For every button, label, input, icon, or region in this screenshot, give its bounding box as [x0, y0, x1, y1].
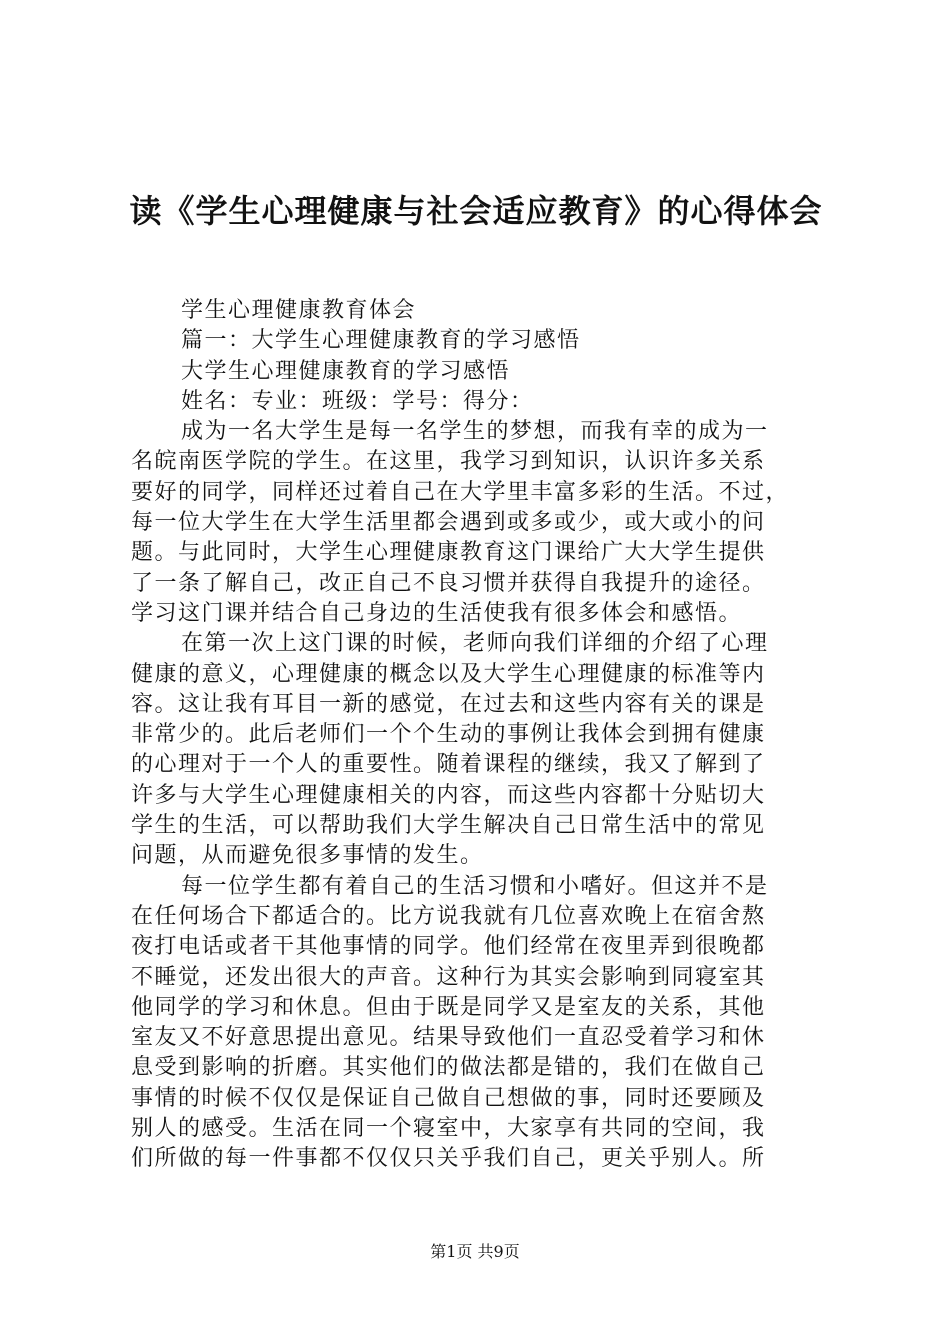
page-number-footer: 第1页 共9页 [430, 1242, 520, 1261]
paragraph-line: 别人的感受。生活在同一个寝室中，大家享有共同的空间，我 [131, 1116, 766, 1142]
paragraph-line: 题。与此同时，大学生心理健康教育这门课给广大大学生提供 [131, 540, 766, 566]
paragraph-line: 夜打电话或者干其他事情的同学。他们经常在夜里弄到很晚都 [131, 934, 766, 960]
subheading-line: 篇一：大学生心理健康教育的学习感悟 [181, 328, 581, 354]
paragraph-line: 成为一名大学生是每一名学生的梦想，而我有幸的成为一 [181, 419, 769, 445]
paragraph-line: 们所做的每一件事都不仅仅只关乎我们自己，更关乎别人。所 [131, 1146, 766, 1172]
paragraph-line: 在任何场合下都适合的。比方说我就有几位喜欢晚上在宿舍熬 [131, 903, 766, 929]
paragraph-line: 在第一次上这门课的时候，老师向我们详细的介绍了心理 [181, 631, 769, 657]
paragraph-line: 许多与大学生心理健康相关的内容，而这些内容都十分贴切大 [131, 782, 766, 808]
paragraph-line: 每一位学生都有着自己的生活习惯和小嗜好。但这并不是 [181, 873, 769, 899]
paragraph-line: 学生的生活，可以帮助我们大学生解决自己日常生活中的常见 [131, 813, 766, 839]
paragraph-line: 每一位大学生在大学生活里都会遇到或多或少，或大或小的问 [131, 510, 766, 536]
paragraph-line: 非常少的。此后老师们一个个生动的事例让我体会到拥有健康 [131, 722, 766, 748]
paragraph-line: 不睡觉，还发出很大的声音。这种行为其实会影响到同寝室其 [131, 964, 766, 990]
paragraph-line: 室友又不好意思提出意见。结果导致他们一直忍受着学习和休 [131, 1025, 766, 1051]
paragraph-line: 息受到影响的折磨。其实他们的做法都是错的，我们在做自己 [131, 1055, 766, 1081]
subheading-line: 大学生心理健康教育的学习感悟 [181, 358, 511, 384]
paragraph-line: 问题，从而避免很多事情的发生。 [131, 843, 484, 869]
paragraph-line: 了一条了解自己，改正自己不良习惯并获得自我提升的途径。 [131, 570, 766, 596]
paragraph-line: 事情的时候不仅仅是保证自己做自己想做的事，同时还要顾及 [131, 1085, 766, 1111]
document-title: 读《学生心理健康与社会适应教育》的心得体会 [129, 192, 823, 230]
subheading-line: 姓名：专业：班级：学号：得分： [181, 388, 534, 414]
paragraph-line: 健康的意义，心理健康的概念以及大学生心理健康的标准等内 [131, 661, 766, 687]
document-body [131, 296, 831, 1175]
subheading-line: 学生心理健康教育体会 [181, 298, 417, 323]
paragraph-line: 的心理对于一个人的重要性。随着课程的继续，我又了解到了 [131, 752, 766, 778]
paragraph-line: 他同学的学习和休息。但由于既是同学又是室友的关系，其他 [131, 994, 766, 1020]
paragraph-line: 要好的同学，同样还过着自己在大学里丰富多彩的生活。不过， [131, 479, 790, 505]
paragraph-line: 学习这门课并结合自己身边的生活使我有很多体会和感悟。 [131, 600, 743, 626]
paragraph-line: 容。这让我有耳目一新的感觉，在过去和这些内容有关的课是 [131, 691, 766, 717]
paragraph-line: 名皖南医学院的学生。在这里，我学习到知识，认识许多关系 [131, 449, 766, 475]
